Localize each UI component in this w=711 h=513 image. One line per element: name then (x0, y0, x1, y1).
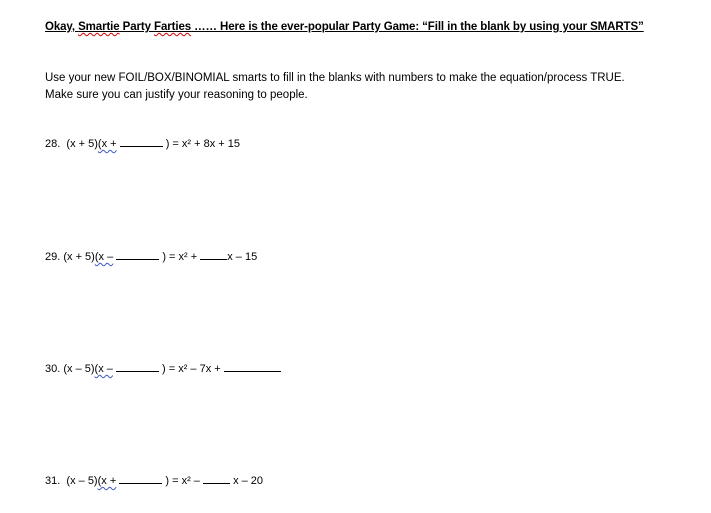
title-part-3: Party (119, 21, 155, 33)
instructions-line-1: Use your new FOIL/BOX/BINOMIAL smarts to fill in the blanks with numbers to make the equation/process TRUE. (45, 72, 625, 84)
page-title (45, 21, 644, 33)
problem-mid: ) = x² – 7x + (162, 363, 221, 375)
answer-blank[interactable] (116, 248, 159, 260)
problem-tail: x – 15 (227, 251, 258, 263)
instructions (45, 70, 625, 104)
problem-tail: x – 20 (233, 475, 264, 487)
problem-lhs-a: (x + 5) (63, 251, 95, 263)
problem-number: 30. (45, 363, 61, 375)
answer-blank[interactable] (119, 472, 162, 484)
title-part-2: Smartie (78, 21, 120, 33)
problem-30 (45, 360, 281, 376)
problem-lhs-a: (x – 5) (63, 363, 95, 375)
problem-29 (45, 248, 257, 264)
problem-number: 28. (45, 138, 61, 150)
problem-lhs-b: (x + (97, 138, 117, 150)
problem-mid: ) = x² + (162, 251, 198, 263)
problem-mid: ) = x² – (165, 475, 200, 487)
answer-blank[interactable] (224, 360, 281, 372)
answer-blank[interactable] (116, 360, 159, 372)
problem-number: 31. (45, 475, 61, 487)
problem-31 (45, 472, 263, 488)
problem-lhs-a: (x – 5) (66, 475, 98, 487)
problem-close: ) = x² + 8x + 15 (165, 138, 240, 150)
problem-28 (45, 135, 240, 151)
answer-blank[interactable] (200, 248, 227, 260)
problem-number: 29. (45, 251, 61, 263)
problem-lhs-b: (x + (97, 475, 117, 487)
problem-lhs-b: (x – (94, 251, 114, 263)
title-part-4: Farties (154, 21, 192, 33)
answer-blank[interactable] (203, 472, 230, 484)
answer-blank[interactable] (120, 135, 163, 147)
problem-lhs-b: (x – (94, 363, 113, 375)
instructions-line-2: Make sure you can justify your reasoning to people. (45, 89, 308, 101)
title-part-1: Okay, (45, 21, 79, 33)
problem-lhs-a: (x + 5) (66, 138, 98, 150)
title-part-5: …… Here is the ever-popular Party Game: “Fill in the blank by using your SMARTS” (191, 21, 644, 33)
